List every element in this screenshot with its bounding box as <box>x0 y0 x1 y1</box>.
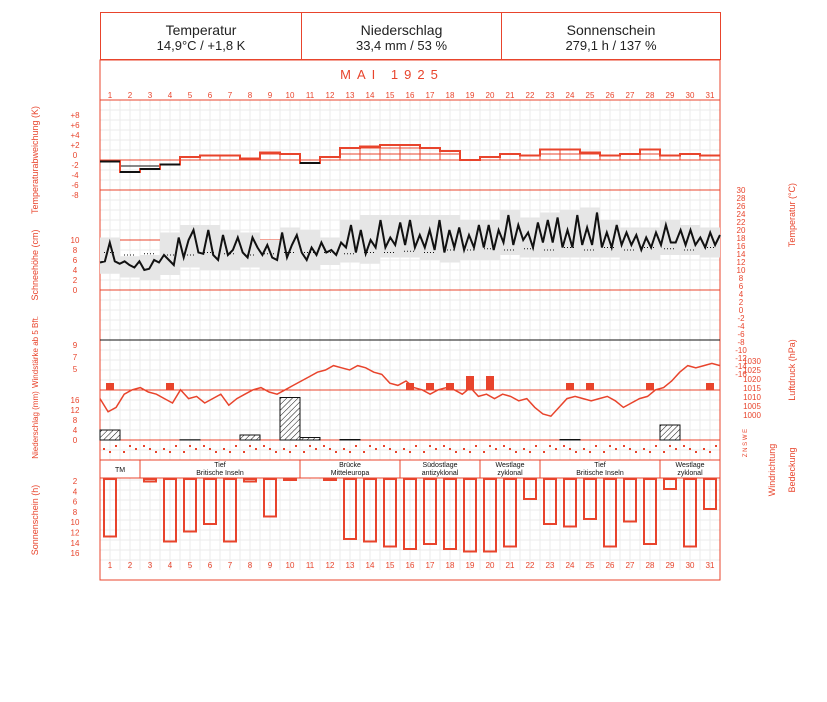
winddir-dot <box>503 445 505 447</box>
winddir-dot <box>669 445 671 447</box>
winddir-dot <box>349 451 351 453</box>
temp-tick-right: 22 <box>736 218 746 227</box>
winddir-dot <box>403 448 405 450</box>
day-label-top: 8 <box>247 91 253 100</box>
pressure-tick: 1030 <box>743 357 761 366</box>
winddir-dot <box>135 448 137 450</box>
day-label-bottom: 17 <box>425 561 435 570</box>
weather-type-label: zyklonal <box>677 470 703 477</box>
wind-bar <box>426 383 434 390</box>
winddir-dot <box>383 445 385 447</box>
winddir-dot <box>449 448 451 450</box>
winddir-dot <box>143 445 145 447</box>
day-label-bottom: 24 <box>565 561 575 570</box>
winddir-dot <box>323 445 325 447</box>
day-label-top: 2 <box>127 91 133 100</box>
winddir-dot <box>415 445 417 447</box>
sun-tick: 2 <box>72 477 78 486</box>
winddir-dot <box>529 451 531 453</box>
sun-axis-label: Sonnenschein (h) <box>30 484 40 556</box>
winddir-dot <box>409 451 411 453</box>
day-label-bottom: 31 <box>705 561 715 570</box>
temperature-value: 14,9°C / +1,8 K <box>156 38 246 53</box>
day-label-bottom: 20 <box>485 561 495 570</box>
temp-tick-right: 24 <box>736 210 746 219</box>
winddir-dot <box>389 448 391 450</box>
winddir-dot <box>443 445 445 447</box>
weather-type-label: Britische Inseln <box>576 470 624 477</box>
day-label-bottom: 10 <box>285 561 295 570</box>
winddir-dot <box>575 451 577 453</box>
temp-dev-tick: +4 <box>70 131 80 140</box>
day-label-top: 12 <box>325 91 335 100</box>
day-label-bottom: 26 <box>605 561 615 570</box>
winddir-dot <box>329 448 331 450</box>
winddir-dot <box>229 451 231 453</box>
wind-bar <box>166 383 174 390</box>
winddir-dot <box>109 451 111 453</box>
winddir-dot <box>643 448 645 450</box>
temp-tick-right: -6 <box>737 330 745 339</box>
day-label-top: 11 <box>305 91 315 100</box>
wind-bar <box>646 383 654 390</box>
temp-dev-tick: +6 <box>70 121 80 130</box>
precipitation-title: Niederschlag <box>360 22 443 38</box>
winddir-dot <box>195 448 197 450</box>
precip-bar <box>660 425 680 440</box>
pressure-tick: 1015 <box>743 384 761 393</box>
temp-tick-right: -2 <box>737 314 745 323</box>
day-label-top: 31 <box>705 91 715 100</box>
pressure-tick: 1020 <box>743 375 761 384</box>
wind-bar <box>486 376 494 390</box>
weather-type-label: antizyklonal <box>421 470 459 477</box>
winddir-dot <box>469 451 471 453</box>
precip-bar <box>100 430 120 440</box>
winddir-dot <box>189 445 191 447</box>
winddir-dot <box>169 451 171 453</box>
winddir-dot <box>489 445 491 447</box>
day-label-top: 13 <box>345 91 355 100</box>
precip-tick: 8 <box>72 416 78 425</box>
day-label-bottom: 1 <box>107 561 113 570</box>
winddir-dot <box>309 445 311 447</box>
sunshine-title: Sonnenschein <box>566 22 656 38</box>
day-label-bottom: 27 <box>625 561 635 570</box>
winddir-dot <box>623 445 625 447</box>
sun-tick: 10 <box>70 518 80 528</box>
day-label-bottom: 9 <box>267 561 273 570</box>
winddir-dot <box>289 451 291 453</box>
temp-tick-right: 6 <box>738 282 744 291</box>
winddir-dot <box>663 451 665 453</box>
day-label-top: 4 <box>167 91 173 100</box>
snow-tick-left: 4 <box>72 266 78 275</box>
day-label-top: 23 <box>545 91 555 100</box>
day-label-top: 18 <box>445 91 455 100</box>
temp-tick-right: 2 <box>738 298 744 307</box>
winddir-dot <box>435 448 437 450</box>
day-label-top: 29 <box>665 91 675 100</box>
winddir-dot <box>555 448 557 450</box>
winddir-dot <box>369 445 371 447</box>
winddir-dot <box>629 448 631 450</box>
winddir-dot <box>295 445 297 447</box>
day-label-top: 14 <box>365 91 375 100</box>
winddir-dot <box>303 451 305 453</box>
wind-bar <box>706 383 714 390</box>
temp-tick-right: 30 <box>736 186 746 195</box>
temp-dev-tick: +8 <box>70 111 80 120</box>
day-label-top: 26 <box>605 91 615 100</box>
winddir-dot <box>543 451 545 453</box>
winddir-dot <box>603 451 605 453</box>
day-label-top: 10 <box>285 91 295 100</box>
day-label-bottom: 21 <box>505 561 515 570</box>
winddir-dot <box>483 451 485 453</box>
wind-tick: 5 <box>72 365 78 374</box>
day-label-top: 3 <box>147 91 153 100</box>
day-label-bottom: 3 <box>147 561 153 570</box>
precip-tick: 0 <box>72 436 78 445</box>
winddir-dot <box>363 451 365 453</box>
winddir-dot <box>583 448 585 450</box>
snow-axis-label: Schneehöhe (cm) <box>30 229 40 301</box>
day-label-top: 28 <box>645 91 655 100</box>
winddir-dot <box>563 445 565 447</box>
winddir-dot <box>103 448 105 450</box>
day-label-bottom: 4 <box>167 561 173 570</box>
snow-tick-left: 0 <box>72 286 78 295</box>
wind-axis-label: Windstärke ab 5 Bft. <box>31 315 40 389</box>
winddir-dot <box>335 451 337 453</box>
winddir-dot <box>255 448 257 450</box>
winddir-dot <box>655 445 657 447</box>
winddir-dot <box>215 451 217 453</box>
sunshine-bar <box>284 479 296 480</box>
temp-tick-right: -12 <box>735 354 747 363</box>
day-label-bottom: 28 <box>645 561 655 570</box>
day-label-bottom: 8 <box>247 561 253 570</box>
temp-dev-tick: -2 <box>71 161 79 170</box>
temp-tick-right: 14 <box>736 250 746 259</box>
winddir-dot <box>549 445 551 447</box>
snow-tick-left: 8 <box>72 246 78 255</box>
weather-type-label: zyklonal <box>497 470 523 477</box>
day-label-bottom: 29 <box>665 561 675 570</box>
winddir-dot <box>695 451 697 453</box>
winddir-dot <box>709 451 711 453</box>
day-label-top: 6 <box>207 91 213 100</box>
day-label-top: 17 <box>425 91 435 100</box>
day-label-bottom: 13 <box>345 561 355 570</box>
snow-tick-left: 6 <box>72 256 78 265</box>
winddir-dot <box>455 451 457 453</box>
winddir-dot <box>203 445 205 447</box>
day-label-top: 22 <box>525 91 535 100</box>
winddir-dot <box>463 448 465 450</box>
weather-type-label: Westlage <box>495 462 525 469</box>
wind-tick: 7 <box>72 353 78 362</box>
weather-type-label: Mitteleuropa <box>330 470 370 477</box>
temp-tick-right: -16 <box>735 370 747 379</box>
winddir-dot <box>515 451 517 453</box>
day-label-top: 20 <box>485 91 495 100</box>
winddir-dot <box>675 448 677 450</box>
winddir-dot <box>149 448 151 450</box>
precip-tick: 4 <box>72 426 78 435</box>
winddir-ticks: Z N S W E <box>743 428 749 458</box>
winddir-dot <box>535 445 537 447</box>
wind-bar <box>566 383 574 390</box>
precip-tick: 16 <box>70 396 80 405</box>
day-label-bottom: 18 <box>445 561 455 570</box>
temp-dev-tick: -8 <box>71 191 79 200</box>
winddir-dot <box>635 451 637 453</box>
winddir-dot <box>123 451 125 453</box>
winddir-dot <box>355 445 357 447</box>
snow-tick-left: 2 <box>72 276 78 285</box>
sunshine-bar <box>324 479 336 480</box>
day-label-bottom: 2 <box>127 561 133 570</box>
winddir-dot <box>269 448 271 450</box>
day-label-top: 24 <box>565 91 575 100</box>
snow-tick-left: 10 <box>70 236 80 245</box>
temp-tick-right: 20 <box>736 226 746 235</box>
winddir-dot <box>683 445 685 447</box>
pressure-tick: 1005 <box>743 402 761 411</box>
day-label-bottom: 15 <box>385 561 395 570</box>
day-label-top: 30 <box>685 91 695 100</box>
sun-tick: 16 <box>70 549 80 559</box>
day-label-top: 21 <box>505 91 515 100</box>
winddir-dot <box>163 448 165 450</box>
wind-tick: 9 <box>72 341 78 350</box>
temperature-title: Temperatur <box>165 22 237 38</box>
winddir-dot <box>223 448 225 450</box>
day-label-top: 7 <box>227 91 233 100</box>
temp-tick-right: -4 <box>737 322 745 331</box>
day-label-bottom: 11 <box>305 561 315 570</box>
sunshine-value: 279,1 h / 137 % <box>565 38 657 53</box>
winddir-dot <box>275 451 277 453</box>
winddir-dot <box>209 448 211 450</box>
day-label-bottom: 30 <box>685 561 695 570</box>
sun-tick: 12 <box>70 528 80 538</box>
precip-bar <box>240 435 260 440</box>
winddir-dot <box>509 448 511 450</box>
winddir-dot <box>129 445 131 447</box>
day-label-bottom: 14 <box>365 561 375 570</box>
day-label-top: 16 <box>405 91 415 100</box>
winddir-dot <box>263 445 265 447</box>
temp-dev-tick: -4 <box>71 171 79 180</box>
temp-axis-label: Temperatur (°C) <box>787 182 797 248</box>
weather-type-label: TM <box>114 467 126 474</box>
day-label-bottom: 22 <box>525 561 535 570</box>
winddir-dot <box>343 448 345 450</box>
temp-tick-right: -14 <box>735 362 747 371</box>
weather-type-label: Tief <box>594 462 606 469</box>
temp-tick-right: -10 <box>735 346 747 355</box>
winddir-dot <box>175 445 177 447</box>
winddir-dot <box>243 451 245 453</box>
precip-bar <box>340 440 360 441</box>
pressure-axis-label: Luftdruck (hPa) <box>787 339 797 401</box>
precip-bar <box>300 438 320 441</box>
day-label-bottom: 19 <box>465 561 475 570</box>
winddir-dot <box>235 445 237 447</box>
winddir-dot <box>183 451 185 453</box>
temp-tick-right: 18 <box>736 234 746 243</box>
pressure-tick: 1025 <box>743 366 761 375</box>
winddir-axis-label: Windrichtung <box>767 443 777 497</box>
winddir-dot <box>423 451 425 453</box>
winddir-dot <box>703 448 705 450</box>
weather-type-label: Westlage <box>675 462 705 469</box>
temp-tick-right: 16 <box>736 242 746 251</box>
precip-bar <box>280 398 300 441</box>
winddir-dot <box>715 445 717 447</box>
temp-dev-tick: +2 <box>70 141 80 150</box>
temp-dev-tick: -6 <box>71 181 79 190</box>
winddir-dot <box>569 448 571 450</box>
winddir-dot <box>375 448 377 450</box>
day-label-top: 1 <box>107 91 113 100</box>
winddir-dot <box>689 448 691 450</box>
winddir-dot <box>495 448 497 450</box>
temp-tick-right: 12 <box>736 258 746 267</box>
precip-bar <box>560 440 580 441</box>
winddir-dot <box>249 445 251 447</box>
day-label-bottom: 7 <box>227 561 233 570</box>
day-label-bottom: 16 <box>405 561 415 570</box>
temp-tick-right: 26 <box>736 202 746 211</box>
day-label-top: 15 <box>385 91 395 100</box>
winddir-dot <box>395 451 397 453</box>
precip-axis-label: Niederschlag (mm) <box>31 391 40 459</box>
sun-tick: 6 <box>72 497 78 507</box>
pressure-tick: 1010 <box>743 393 761 402</box>
winddir-dot <box>475 445 477 447</box>
temp-dev-axis-label: Temperaturabweichung (K) <box>30 105 40 215</box>
sun-tick: 4 <box>72 487 78 497</box>
temp-tick-right: 0 <box>738 306 744 315</box>
winddir-dot <box>315 448 317 450</box>
cloud-axis-label: Bedeckung <box>787 447 797 493</box>
weather-type-label: Tief <box>214 462 226 469</box>
temp-tick-right: 4 <box>738 290 744 299</box>
weather-type-label: Britische Inseln <box>196 470 244 477</box>
winddir-dot <box>649 451 651 453</box>
winddir-dot <box>155 451 157 453</box>
wind-bar <box>586 383 594 390</box>
wind-bar <box>106 383 114 390</box>
sun-tick: 14 <box>70 538 80 548</box>
pressure-tick: 1000 <box>743 411 761 420</box>
winddir-dot <box>283 448 285 450</box>
sun-tick: 8 <box>72 507 78 517</box>
day-label-top: 19 <box>465 91 475 100</box>
day-label-top: 9 <box>267 91 273 100</box>
weather-type-label: Südostlage <box>422 462 458 469</box>
day-label-bottom: 25 <box>585 561 595 570</box>
winddir-dot <box>589 451 591 453</box>
day-label-top: 27 <box>625 91 635 100</box>
day-label-top: 25 <box>585 91 595 100</box>
precip-tick: 12 <box>70 406 80 415</box>
winddir-dot <box>429 445 431 447</box>
winddir-dot <box>523 448 525 450</box>
day-label-bottom: 12 <box>325 561 335 570</box>
month-title: MAI 1925 <box>340 67 444 82</box>
winddir-dot <box>115 445 117 447</box>
day-label-bottom: 23 <box>545 561 555 570</box>
temp-tick-right: 28 <box>736 194 746 203</box>
winddir-dot <box>609 445 611 447</box>
day-label-top: 5 <box>187 91 193 100</box>
precipitation-value: 33,4 mm / 53 % <box>355 38 448 53</box>
temp-tick-right: -8 <box>737 338 745 347</box>
temp-tick-right: 10 <box>736 266 746 275</box>
winddir-dot <box>615 448 617 450</box>
temp-dev-tick: 0 <box>72 151 78 160</box>
winddir-dot <box>595 445 597 447</box>
day-label-bottom: 6 <box>207 561 213 570</box>
day-label-bottom: 5 <box>187 561 193 570</box>
weather-type-label: Brücke <box>339 462 361 469</box>
temp-tick-right: 8 <box>738 274 744 283</box>
